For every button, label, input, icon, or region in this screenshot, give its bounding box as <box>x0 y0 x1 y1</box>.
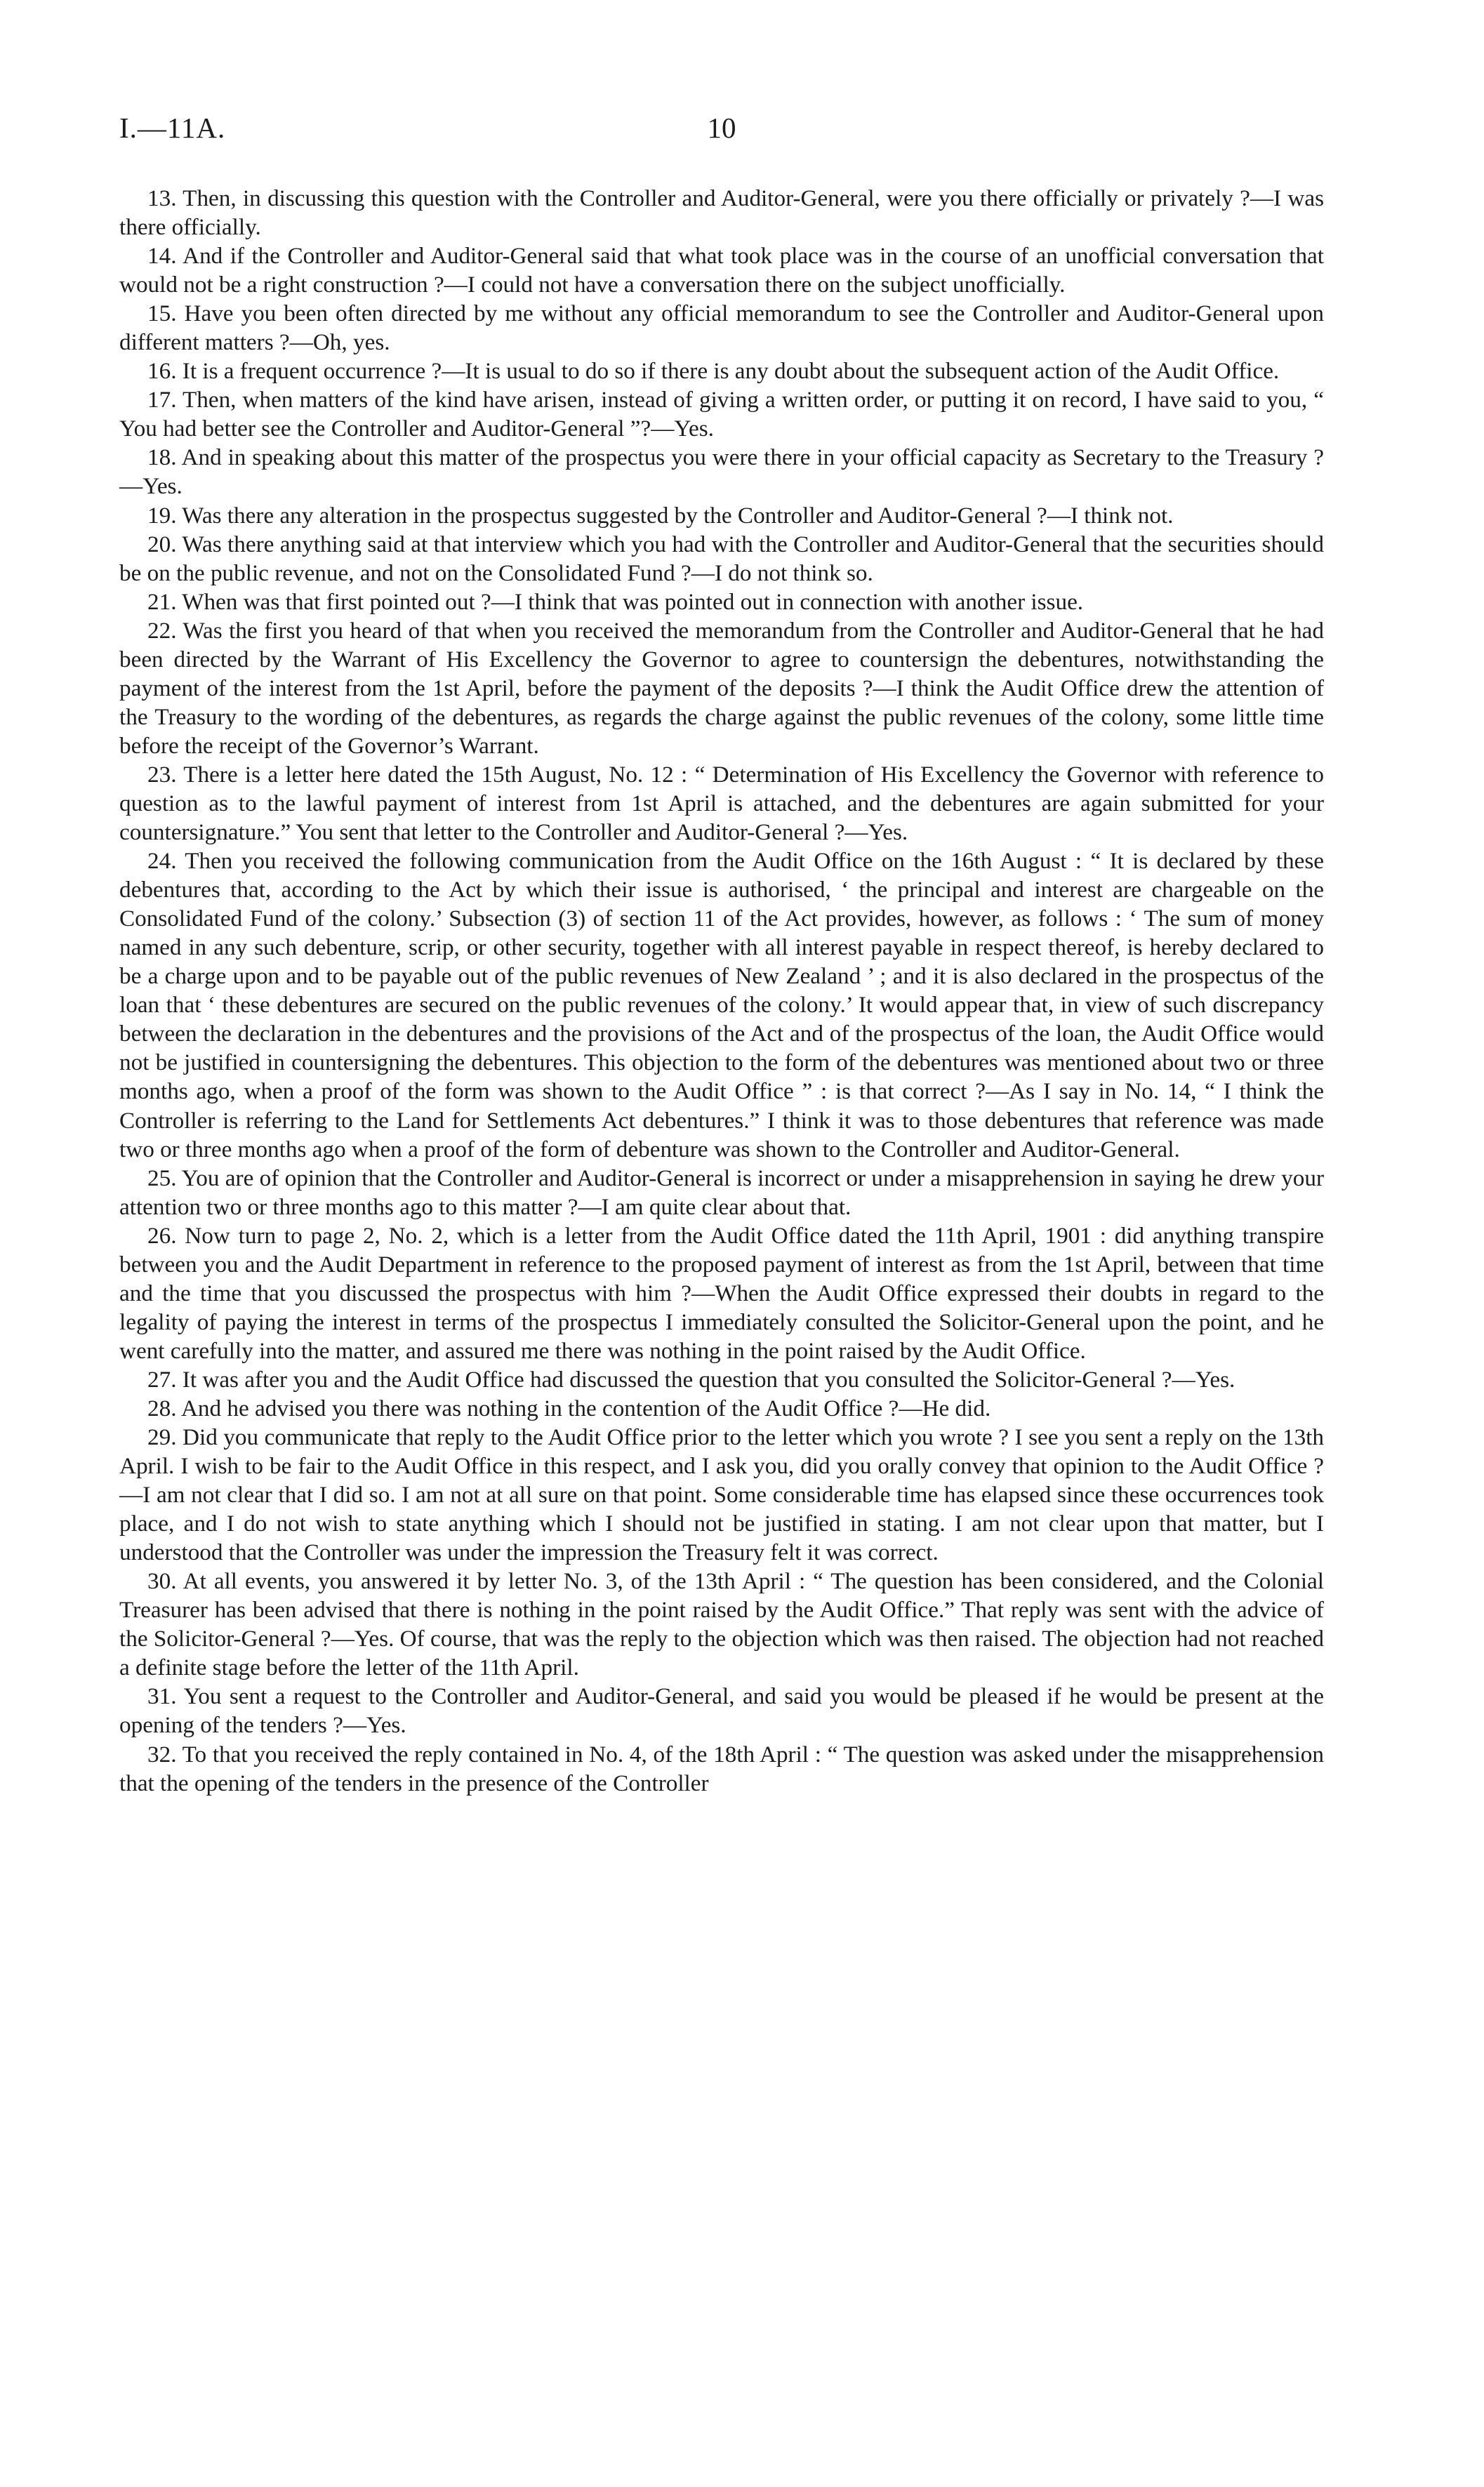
page-header <box>119 111 1324 153</box>
question-14: 14. And if the Controller and Auditor-General said that what took place was in the course of an unofficial conversation that would not be a right construction ?—I could not have a conversation there on the subject unofficially. <box>119 243 1324 298</box>
evidence-body <box>119 184 1324 1798</box>
question-31: 31. You sent a request to the Controller and Auditor-General, and said you would be pleased if he would be present at the opening of the tenders ?—Yes. <box>119 1683 1324 1739</box>
question-24: 24. Then you received the following communication from the Audit Office on the 16th August : “ It is declared by these debentures that, according to the Act by which their issue is authorised, ‘ the principal and interest are chargeable on the Consolidated Fund of the colony.’ Subsection (3) of section 11 of the Act provides, however, as follows : ‘ The sum of money named in any such debenture, scrip, or other security, together with all interest payable in respect thereof, is hereby declared to be a charge upon and to be payable out of the public revenues of New Zealand ’ ; and it is also declared in the prospectus of the loan that ‘ these debentures are secured on the public revenues of the colony.’ It would appear that, in view of such discrepancy between the declaration in the debentures and the provisions of the Act and of the prospectus of the loan, the Audit Office would not be justified in countersigning the debentures. This objection to the form of the debentures was mentioned about two or three months ago, when a proof of the form was shown to the Audit Office ” : is that correct ?—As I say in No. 14, “ I think the Controller is referring to the Land for Settlements Act debentures.” I think it was to those debentures that reference was made two or three months ago when a proof of the form of debenture was shown to the Controller and Auditor-General. <box>119 848 1324 1162</box>
question-20: 20. Was there anything said at that interview which you had with the Controller and Auditor-General that the securities should be on the public revenue, and not on the Consolidated Fund ?—I do not think so. <box>119 531 1324 586</box>
question-22: 22. Was the first you heard of that when you received the memorandum from the Controller and Auditor-General that he had been directed by the Warrant of His Excellency the Governor to agree to countersign the debentures, notwithstanding the payment of the interest from the 1st April, before the payment of the deposits ?—I think the Audit Office drew the attention of the Treasury to the wording of the debentures, as regards the charge against the public revenues of the colony, some little time before the receipt of the Governor’s Warrant. <box>119 617 1324 759</box>
question-29: 29. Did you communicate that reply to the Audit Office prior to the letter which you wrote ? I see you sent a reply on the 13th April. I wish to be fair to the Audit Office in this respect, and I ask you, did you orally convey that opinion to the Audit Office ?—I am not clear that I did so. I am not at all sure on that point. Some considerable time has elapsed since these occurrences took place, and I do not wish to state anything which I should not be justified in stating. I am not clear upon that matter, but I understood that the Controller was under the impression the Treasury felt it was correct. <box>119 1424 1324 1566</box>
question-28: 28. And he advised you there was nothing in the contention of the Audit Office ?—He did. <box>147 1395 991 1421</box>
page-number: 10 <box>707 112 736 144</box>
question-32: 32. To that you received the reply contained in No. 4, of the 18th April : “ The question was asked under the misapprehension that the opening of the tenders in the presence of the Controller <box>119 1741 1324 1796</box>
question-23: 23. There is a letter here dated the 15th August, No. 12 : “ Determination of His Excellency the Governor with reference to question as to the lawful payment of interest from 1st April is attached, and the debentures are again submitted for your countersignature.” You sent that letter to the Controller and Auditor-General ?—Yes. <box>119 761 1324 846</box>
question-30: 30. At all events, you answered it by letter No. 3, of the 13th April : “ The question has been considered, and the Colonial Treasurer has been advised that there is nothing in the point raised by the Audit Office.” That reply was sent with the advice of the Solicitor-General ?—Yes. Of course, that was the reply to the objection which was then raised. The objection had not reached a definite stage before the letter of the 11th April. <box>119 1568 1324 1681</box>
question-19: 19. Was there any alteration in the prospectus suggested by the Controller and Auditor-General ?—I think not. <box>147 502 1174 529</box>
document-reference: I.—11A. <box>119 112 226 144</box>
question-13: 13. Then, in discussing this question with the Controller and Auditor-General, were you there officially or privately ?—I was there officially. <box>119 185 1324 241</box>
question-26: 26. Now turn to page 2, No. 2, which is a letter from the Audit Office dated the 11th April, 1901 : did anything transpire between you and the Audit Department in reference to the proposed payment of interest as from the 1st April, between that time and the time that you discussed the prospectus with him ?—When the Audit Office expressed their doubts in regard to the legality of paying the interest in terms of the prospectus I immediately consulted the Solicitor-General upon the point, and he went carefully into the matter, and assured me there was nothing in the point raised by the Audit Office. <box>119 1222 1324 1364</box>
question-21: 21. When was that first pointed out ?—I think that was pointed out in connection with another issue. <box>147 588 1084 615</box>
question-16: 16. It is a frequent occurrence ?—It is usual to do so if there is any doubt about the subsequent action of the Audit Office. <box>147 358 1280 385</box>
question-25: 25. You are of opinion that the Controller and Auditor-General is incorrect or under a misapprehension in saying he drew your attention two or three months ago to this matter ?—I am quite clear about that. <box>119 1165 1324 1220</box>
question-15: 15. Have you been often directed by me without any official memorandum to see the Controller and Auditor-General upon different matters ?—Oh, yes. <box>119 300 1324 356</box>
question-18: 18. And in speaking about this matter of the prospectus you were there in your official capacity as Secretary to the Treasury ?—Yes. <box>119 444 1324 500</box>
question-27: 27. It was after you and the Audit Office had discussed the question that you consulted the Solicitor-General ?—Yes. <box>147 1366 1235 1393</box>
question-17: 17. Then, when matters of the kind have arisen, instead of giving a written order, or putting it on record, I have said to you, “ You had better see the Controller and Auditor-General ”?—Yes. <box>119 387 1324 442</box>
